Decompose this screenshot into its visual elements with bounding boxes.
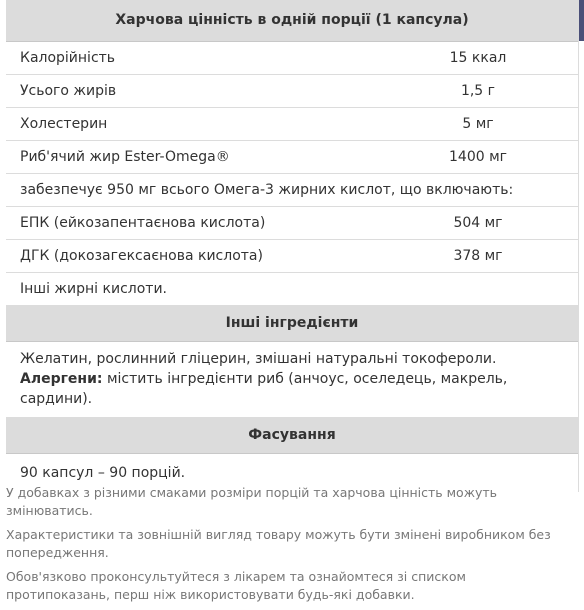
disclaimer-note: Обов'язково проконсультуйтеся з лікарем та ознайомтеся зі списком протипоказань, перш ніж використовувати будь-які добавки. bbox=[6, 569, 466, 602]
nutrition-row bbox=[6, 174, 578, 207]
allergens-label: Алергени: bbox=[20, 371, 103, 387]
nutrition-row bbox=[6, 207, 578, 240]
nutrition-header: Харчова цінність в одній порції (1 капсула) bbox=[6, 0, 578, 42]
nutrient-label: Усього жирів bbox=[20, 83, 117, 99]
ingredients-text bbox=[6, 342, 578, 417]
nutrient-value: 1400 мг bbox=[449, 149, 507, 165]
nutrient-label: ДГК (докозагексаєнова кислота) bbox=[20, 248, 263, 264]
nutrient-value: 378 мг bbox=[453, 248, 503, 264]
disclaimer-note: Характеристики та зовнішній вигляд товару можуть бути змінені виробником без попередження. bbox=[6, 527, 551, 560]
nutrition-row bbox=[6, 240, 578, 273]
nutrient-label: Риб'ячий жир Ester-Omega® bbox=[20, 149, 230, 165]
other-ingredients: Желатин, рослинний гліцерин, змішані натуральні токофероли. bbox=[20, 351, 497, 367]
disclaimer-notes bbox=[6, 484, 566, 610]
nutrient-value: 504 мг bbox=[453, 215, 503, 231]
nutrient-label: Калорійність bbox=[20, 50, 116, 66]
nutrition-row bbox=[6, 75, 578, 108]
packaging-header: Фасування bbox=[6, 417, 578, 454]
nutrition-row bbox=[6, 141, 578, 174]
nutrient-label: Холестерин bbox=[20, 116, 108, 132]
packaging-text: 90 капсул – 90 порцій. bbox=[20, 465, 186, 481]
supplement-facts-panel bbox=[6, 0, 579, 492]
nutrient-label: забезпечує 950 мг всього Омега-3 жирних кислот, що включають: bbox=[20, 182, 514, 198]
allergens-text: містить інгредієнти риб (анчоус, оселедець, макрель, сардини). bbox=[20, 371, 508, 407]
disclaimer-note: У добавках з різними смаками розміри порцій та харчова цінність можуть змінюватись. bbox=[6, 485, 498, 518]
nutrition-row bbox=[6, 273, 578, 305]
allergens-line bbox=[20, 369, 564, 409]
nutrient-value: 1,5 г bbox=[460, 83, 496, 99]
nutrient-value: 5 мг bbox=[462, 116, 494, 132]
ingredients-header: Інші інгредієнти bbox=[6, 305, 578, 342]
nutrient-value: 15 ккал bbox=[449, 50, 507, 66]
nutrient-label: ЕПК (ейкозапентаєнова кислота) bbox=[20, 215, 266, 231]
nutrition-row bbox=[6, 42, 578, 75]
nutrition-row bbox=[6, 108, 578, 141]
nutrient-label: Інші жирні кислоти. bbox=[20, 281, 167, 297]
